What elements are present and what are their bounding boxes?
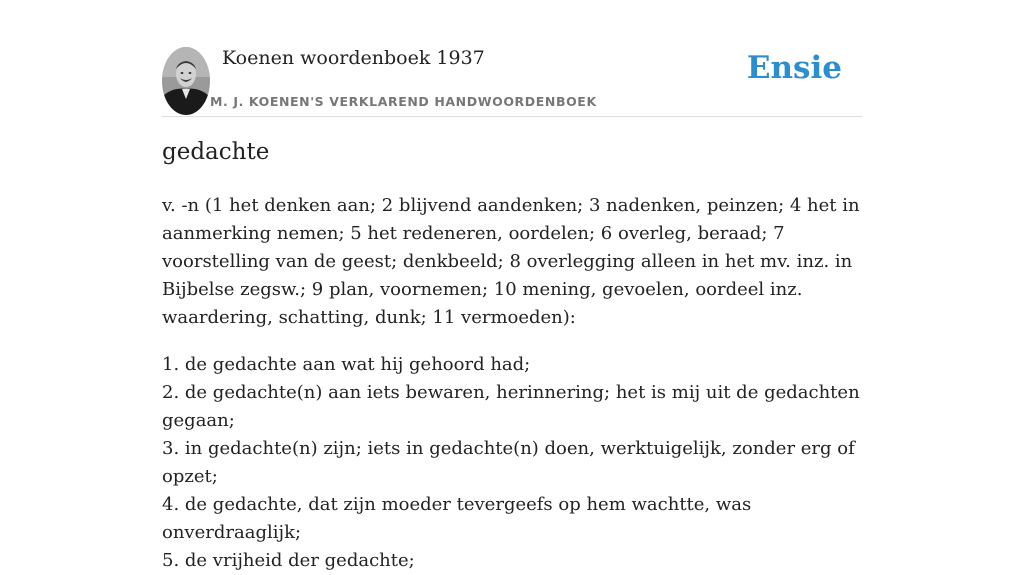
site-header: [162, 44, 862, 117]
headword: gedachte: [162, 139, 270, 165]
example-item: 1. de gedachte aan wat hij gehoord had;: [162, 354, 531, 375]
example-item: 2. de gedachte(n) aan iets bewaren, herinnering; het is mij uit de gedachten gegaan;: [162, 382, 860, 431]
example-list: [162, 351, 862, 575]
source-subtitle: M. J. KOENEN'S VERKLAREND HANDWOORDENBOEK: [210, 94, 597, 109]
author-portrait-icon: [162, 47, 210, 115]
example-item: 3. in gedachte(n) zijn; iets in gedachte(n) doen, werktuigelijk, zonder erg of opzet;: [162, 438, 855, 487]
example-item: 5. de vrijheid der gedachte;: [162, 550, 415, 571]
example-item: 4. de gedachte, dat zijn moeder tevergeefs op hem wachtte, was onverdraaglijk;: [162, 494, 752, 543]
definition-text: v. -n (1 het denken aan; 2 blijvend aandenken; 3 nadenken, peinzen; 4 het in aanmerking nemen; 5 het redeneren, oordelen; 6 overleg, beraad; 7 voorstelling van de geest; denkbeeld; 8 overlegging alleen in het mv. inz. in Bijbelse zegsw.; 9 plan, voornemen; 10 mening, gevoelen, oordeel inz. waardering, schatting, dunk; 11 vermoeden):: [162, 195, 860, 328]
brand-logo[interactable]: Ensie: [746, 50, 842, 86]
source-title[interactable]: Koenen woordenboek 1937: [222, 47, 485, 69]
